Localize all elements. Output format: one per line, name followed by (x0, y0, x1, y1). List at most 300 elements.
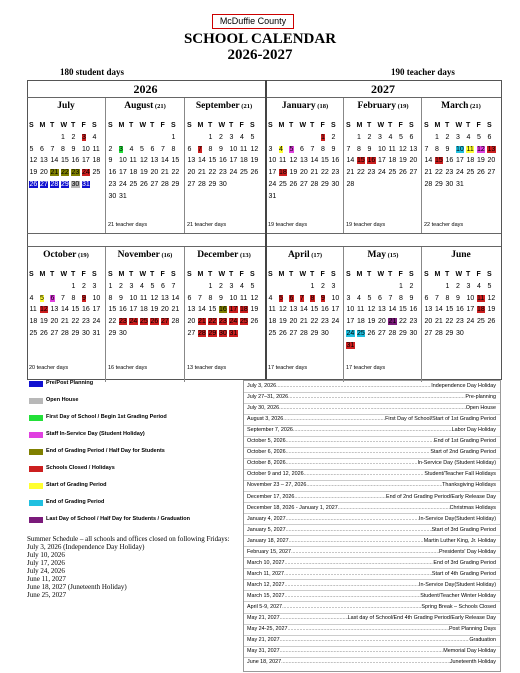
calendar-day: 24 (129, 318, 138, 326)
weekday-header: S (108, 122, 113, 129)
empty-day (40, 133, 51, 145)
month-day-grid (29, 270, 103, 341)
calendar-day: 6 (378, 294, 382, 302)
calendar-day: 6 (424, 294, 429, 302)
calendar-day: 19 (140, 169, 148, 177)
calendar-day: 2 (409, 282, 414, 290)
month-day-grid (268, 270, 342, 341)
calendar-day: 7 (198, 145, 202, 153)
weekday-header: S (268, 271, 273, 278)
calendar-day: 15 (71, 306, 80, 314)
weekday-header: W (218, 271, 226, 278)
calendar-day: 23 (82, 318, 90, 326)
calendar-day: 14 (198, 306, 206, 314)
event-leader-dots (284, 581, 419, 590)
calendar-day: 12 (40, 306, 48, 314)
weekday-header: W (139, 122, 147, 129)
calendar-day: 26 (140, 180, 148, 188)
weekday-header: T (466, 271, 471, 278)
calendar-day: 1 (399, 282, 403, 290)
weekday-header: W (60, 271, 68, 278)
empty-day (129, 133, 140, 145)
empty-day (289, 282, 300, 294)
calendar-day: 22 (310, 318, 319, 326)
calendar-day: 12 (150, 294, 159, 302)
event-row (247, 437, 496, 446)
event-row (247, 404, 496, 413)
month-august (106, 98, 184, 230)
calendar-day: 24 (346, 329, 355, 337)
calendar-day: 10 (129, 294, 138, 302)
month-december (185, 247, 263, 379)
month-january (266, 98, 344, 230)
calendar-day: 9 (119, 294, 123, 302)
calendar-day: 27 (300, 180, 308, 188)
calendar-day: 25 (240, 169, 248, 177)
calendar-day: 26 (399, 169, 407, 177)
legend-swatch (29, 483, 43, 489)
event-leader-dots (283, 415, 385, 424)
month-day-grid (29, 121, 103, 192)
calendar-day: 19 (487, 306, 496, 314)
calendar-day: 30 (219, 329, 227, 337)
event-date: May 21, 2027 (247, 615, 280, 622)
calendar-day: 11 (29, 306, 37, 314)
event-description: End of 1st Grading Period (433, 438, 496, 445)
calendar-day: 9 (445, 145, 450, 153)
calendar-day: 18 (92, 157, 101, 165)
calendar-day: 5 (150, 282, 155, 290)
calendar-day: 10 (378, 145, 386, 153)
calendar-day: 4 (477, 282, 481, 290)
empty-day (161, 133, 172, 145)
month-name-text: August (124, 101, 154, 111)
calendar-day: 25 (240, 318, 248, 326)
calendar-day: 16 (108, 169, 117, 177)
event-description: Student/Teacher Winter Holiday (420, 592, 496, 599)
calendar-day: 12 (487, 294, 496, 302)
calendar-day: 18 (129, 169, 138, 177)
calendar-day: 19 (250, 157, 259, 165)
calendar-day: 11 (477, 294, 485, 302)
calendar-day: 2 (108, 145, 113, 153)
calendar-day: 6 (187, 294, 192, 302)
calendar-day: 28 (310, 180, 319, 188)
calendar-day: 7 (171, 282, 176, 290)
event-row (247, 581, 496, 590)
calendar-day: 25 (129, 180, 138, 188)
calendar-day: 3 (268, 145, 273, 153)
calendar-day: 22 (108, 318, 117, 326)
legend-label: Schools Closed / Holidays (46, 465, 115, 471)
event-row (247, 459, 496, 468)
calendar-day: 23 (71, 169, 80, 177)
calendar-day: 16 (456, 306, 464, 314)
month-divider (421, 98, 422, 233)
event-row (247, 382, 496, 391)
event-leader-dots (282, 603, 421, 612)
calendar-day: 9 (219, 294, 223, 302)
event-leader-dots (276, 382, 431, 391)
calendar-day: 20 (300, 169, 308, 177)
event-leader-dots (286, 448, 431, 457)
event-leader-dots (338, 504, 450, 513)
event-leader-dots (284, 570, 432, 579)
calendar-day: 22 (208, 318, 217, 326)
event-leader-dots (284, 559, 433, 568)
month-divider (421, 247, 422, 382)
weekday-header: F (160, 271, 165, 278)
weekday-header: M (434, 122, 441, 129)
teacher-days-note: 13 teacher days (187, 365, 227, 371)
calendar-day: 17 (268, 169, 277, 177)
calendar-day: 17 (129, 306, 138, 314)
event-date: July 27–31, 2026 (247, 394, 289, 401)
calendar-day: 18 (240, 306, 248, 314)
calendar-day: 5 (477, 133, 481, 141)
calendar-day: 16 (219, 306, 227, 314)
month-day-grid (268, 121, 342, 204)
calendar-day: 29 (435, 180, 443, 188)
calendar-day: 23 (119, 318, 127, 326)
calendar-day: 29 (61, 180, 69, 188)
month-name (344, 250, 422, 260)
empty-day (50, 282, 61, 294)
weekday-header: T (229, 122, 234, 129)
legend-label: End of Grading Period (46, 499, 105, 505)
month-name-text: October (43, 250, 77, 260)
calendar-day: 5 (29, 145, 34, 153)
event-row (247, 537, 496, 546)
calendar-day: 1 (208, 133, 213, 141)
calendar-day: 24 (378, 169, 386, 177)
weekday-header: T (71, 122, 76, 129)
event-description: Thanksgiving Holidays (442, 482, 496, 489)
event-date: September 7, 2026 (247, 427, 293, 434)
event-description: In-Service Day (Student Holiday) (417, 460, 496, 467)
calendar-day: 29 (321, 180, 329, 188)
month-name-text: February (357, 101, 397, 111)
weekday-header: W (60, 122, 68, 129)
event-leader-dots (286, 515, 419, 524)
calendar-day: 13 (289, 306, 298, 314)
calendar-day: 15 (445, 306, 454, 314)
calendar-day: 9 (409, 294, 414, 302)
year-2027-header: 2027 (371, 82, 395, 96)
calendar-day: 3 (466, 282, 471, 290)
empty-day (289, 133, 300, 145)
event-row (247, 470, 496, 479)
month-divider (184, 98, 185, 233)
event-date: December 17, 2026 (247, 493, 295, 500)
calendar-day: 16 (367, 157, 376, 165)
teacher-days-count: 190 teacher days (391, 67, 455, 77)
month-name-text: May (367, 250, 386, 260)
event-row (247, 658, 496, 667)
event-row (247, 559, 496, 568)
weekday-header: T (388, 271, 393, 278)
calendar-day: 5 (487, 282, 492, 290)
calendar-day: 26 (29, 180, 38, 188)
weekday-header: T (150, 271, 155, 278)
calendar-day: 19 (150, 306, 159, 314)
events-list (243, 380, 501, 672)
calendar-day: 14 (171, 294, 180, 302)
calendar-day: 6 (187, 145, 192, 153)
calendar-day: 13 (161, 294, 169, 302)
calendar-day: 9 (331, 145, 336, 153)
calendar-day: 3 (456, 133, 460, 141)
calendar-day: 17 (229, 157, 238, 165)
month-february (344, 98, 422, 230)
calendar-day: 23 (456, 318, 464, 326)
calendar-day: 1 (321, 133, 325, 141)
calendar-day: 27 (187, 329, 196, 337)
weekday-header: T (289, 271, 294, 278)
calendar-day: 29 (171, 180, 180, 188)
event-description: Spring Break – Schools Closed (421, 604, 496, 610)
teacher-days-note: 21 teacher days (187, 222, 227, 228)
weekday-header: S (268, 122, 273, 129)
event-date: February 15, 2027 (247, 548, 292, 555)
calendar-day: 13 (300, 157, 308, 165)
calendar-day: 13 (187, 157, 196, 165)
weekday-header: W (455, 271, 463, 278)
calendar-day: 8 (310, 294, 315, 302)
event-date: July 30, 2026 (247, 405, 280, 412)
weekday-header: M (118, 271, 125, 278)
calendar-day: 4 (388, 133, 393, 141)
calendar-day: 25 (29, 329, 38, 337)
event-date: May 21, 2027 (247, 637, 280, 644)
event-date: January 4, 2027 (247, 515, 286, 522)
month-name-text: April (287, 250, 310, 260)
month-day-count: (19) (76, 252, 89, 259)
calendar-day: 12 (289, 157, 298, 165)
event-date: April 5-9, 2027 (247, 604, 283, 610)
event-leader-dots (280, 647, 444, 656)
calendar-day: 5 (40, 294, 44, 302)
calendar-day: 17 (346, 318, 355, 326)
calendar-day: 23 (219, 318, 227, 326)
calendar-day: 22 (435, 169, 443, 177)
calendar-day: 29 (445, 329, 454, 337)
calendar-day: 2 (445, 133, 450, 141)
calendar-day: 15 (208, 157, 217, 165)
month-day-count: (18) (315, 103, 329, 110)
empty-day (424, 282, 435, 294)
calendar-day: 4 (268, 294, 273, 302)
weekday-header: M (197, 271, 204, 278)
calendar-day: 11 (279, 157, 287, 165)
calendar-day: 31 (82, 180, 90, 188)
calendar-day: 5 (250, 282, 255, 290)
calendar-day: 31 (456, 180, 464, 188)
empty-day (198, 133, 209, 145)
calendar-day: 30 (445, 180, 454, 188)
calendar-day: 18 (29, 318, 38, 326)
event-leader-dots (288, 393, 465, 402)
calendar-day: 28 (198, 329, 206, 337)
month-day-grid (346, 270, 420, 353)
event-row (247, 647, 496, 656)
empty-day (435, 282, 446, 294)
calendar-day: 2 (456, 282, 460, 290)
calendar-day: 24 (92, 318, 101, 326)
month-name (266, 101, 344, 111)
weekday-header: S (187, 271, 192, 278)
calendar-day: 11 (388, 145, 396, 153)
calendar-day: 26 (150, 318, 159, 326)
month-divider (105, 247, 106, 382)
empty-day (187, 282, 198, 294)
calendar-day: 25 (92, 169, 101, 177)
legend-swatch (29, 381, 43, 387)
calendar-day: 27 (487, 169, 496, 177)
calendar-day: 25 (140, 318, 148, 326)
weekday-header: S (409, 122, 414, 129)
calendar-day: 7 (61, 294, 65, 302)
event-row (247, 548, 496, 557)
event-row (247, 625, 496, 634)
calendar-day: 11 (92, 145, 100, 153)
calendar-day: 9 (82, 294, 86, 302)
month-divider (105, 98, 106, 233)
month-name (106, 101, 184, 111)
month-day-count: (16) (159, 252, 173, 259)
weekday-header: M (118, 122, 125, 129)
calendar-day: 18 (466, 157, 475, 165)
calendar-day: 18 (388, 157, 397, 165)
calendar-day: 11 (140, 294, 148, 302)
calendar-day: 19 (29, 169, 38, 177)
calendar-day: 29 (310, 329, 319, 337)
calendar-day: 29 (399, 329, 407, 337)
calendar-day: 10 (346, 306, 355, 314)
calendar-day: 28 (424, 180, 433, 188)
empty-day (357, 282, 368, 294)
teacher-days-note: 17 teacher days (268, 365, 308, 371)
calendar-day: 3 (229, 282, 234, 290)
calendar-day: 14 (198, 157, 206, 165)
summer-friday: July 3, 2026 (Independence Day Holiday) (27, 543, 145, 551)
weekday-header: T (445, 122, 450, 129)
calendar-day: 8 (71, 294, 76, 302)
calendar-day: 11 (466, 145, 474, 153)
calendar-day: 8 (208, 145, 213, 153)
event-row (247, 614, 496, 623)
event-description: End of 2nd Grading Period/Early Release Day (386, 493, 496, 500)
event-leader-dots (306, 481, 442, 490)
event-row (247, 504, 496, 513)
calendar-day: 23 (321, 318, 329, 326)
event-description: Memorial Day Holiday (443, 648, 496, 655)
month-divider (343, 98, 344, 233)
weekday-header: W (299, 271, 307, 278)
calendar-day: 28 (300, 329, 308, 337)
month-name (185, 101, 263, 111)
calendar-day: 2 (82, 282, 86, 290)
empty-day (279, 282, 290, 294)
legend-swatch (29, 415, 43, 421)
event-date: January 18, 2027 (247, 537, 289, 544)
event-description: Juneteenth Holiday (449, 659, 496, 666)
calendar-day: 17 (378, 157, 386, 165)
event-description: Post Planning Days (448, 626, 496, 633)
calendar-day: 10 (82, 145, 90, 153)
calendar-day: 14 (161, 157, 169, 165)
calendar-day: 19 (367, 318, 376, 326)
calendar-day: 21 (198, 169, 206, 177)
calendar-day: 20 (150, 169, 159, 177)
calendar-day: 26 (477, 169, 485, 177)
empty-day (198, 282, 209, 294)
event-description: Start of 4th Grading Period (431, 570, 496, 577)
month-day-grid (187, 121, 261, 192)
weekday-header: F (320, 122, 325, 129)
calendar-day: 30 (456, 329, 464, 337)
calendar-day: 14 (50, 157, 59, 165)
weekday-header: M (39, 271, 46, 278)
calendar-day: 24 (229, 318, 238, 326)
calendar-day: 6 (150, 145, 155, 153)
weekday-header: S (108, 271, 113, 278)
calendar-day: 1 (71, 282, 76, 290)
legend-label: Pre/Post Planning (46, 380, 94, 386)
calendar-day: 8 (61, 145, 65, 153)
calendar-day: 19 (289, 169, 298, 177)
month-october (27, 247, 105, 379)
calendar-day: 30 (321, 329, 329, 337)
calendar-day: 22 (71, 318, 80, 326)
year-2026-header: 2026 (133, 82, 158, 96)
month-name-text: March (441, 101, 469, 111)
calendar-day: 14 (388, 306, 397, 314)
calendar-day: 30 (331, 180, 340, 188)
event-description: Last day of School/End 4th Grading Period/Early Release Day (347, 615, 496, 622)
month-day-grid (424, 121, 498, 192)
calendar-day: 4 (466, 133, 471, 141)
month-day-count: (21) (153, 103, 166, 110)
legend-swatch (29, 517, 43, 523)
calendar-day: 4 (29, 294, 34, 302)
calendar-day: 25 (279, 180, 287, 188)
calendar-day: 15 (171, 157, 180, 165)
calendar-day: 28 (171, 318, 180, 326)
calendar-day: 2 (331, 133, 336, 141)
event-description: Start of 3rd Grading Period (431, 526, 496, 533)
event-leader-dots (286, 437, 434, 446)
month-name (422, 250, 500, 260)
calendar-title: SCHOOL CALENDAR (183, 31, 337, 47)
calendar-day: 24 (456, 169, 464, 177)
calendar-day: 15 (321, 157, 329, 165)
month-day-grid (108, 121, 182, 204)
weekday-header: F (239, 122, 244, 129)
empty-day (388, 282, 399, 294)
calendar-day: 27 (40, 180, 48, 188)
empty-day (140, 133, 151, 145)
calendar-day: 4 (129, 145, 134, 153)
calendar-day: 16 (445, 157, 454, 165)
weekday-header: S (487, 271, 492, 278)
weekday-header: T (289, 122, 294, 129)
calendar-day: 18 (357, 318, 365, 326)
calendar-day: 10 (229, 294, 238, 302)
calendar-day: 21 (424, 169, 433, 177)
month-may (344, 247, 422, 379)
event-row (247, 515, 496, 524)
